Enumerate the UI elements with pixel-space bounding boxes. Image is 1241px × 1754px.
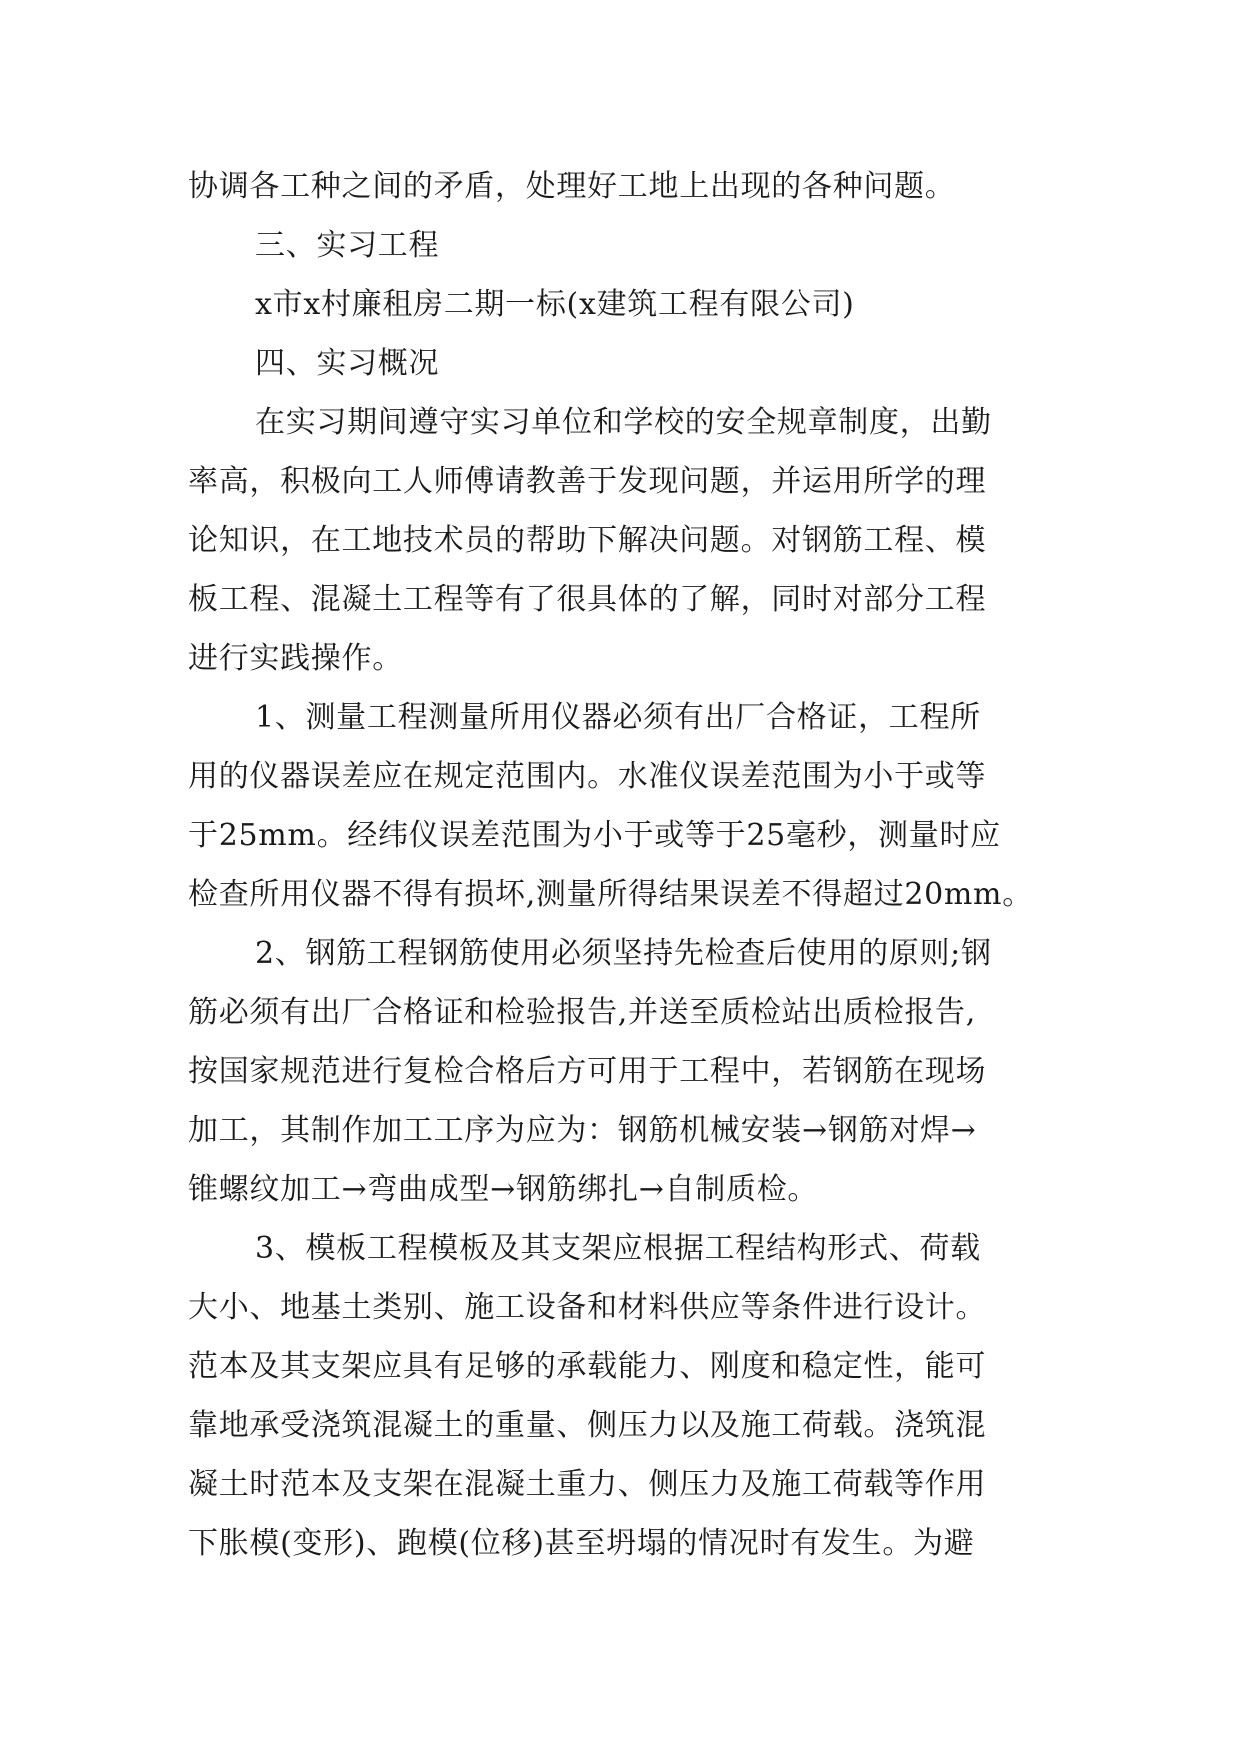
text-line: 板工程、混凝土工程等有了很具体的了解，同时对部分工程 — [188, 582, 987, 617]
section-heading: 三、实习工程 — [255, 228, 440, 263]
text-line: 用的仪器误差应在规定范围内。水准仪误差范围为小于或等 — [188, 759, 987, 794]
text-line: 凝土时范本及支架在混凝土重力、侧压力及施工荷载等作用 — [188, 1467, 987, 1502]
text-line: 下胀模(变形)、跑模(位移)甚至坍塌的情况时有发生。为避 — [188, 1526, 975, 1561]
text-line: 论知识，在工地技术员的帮助下解决问题。对钢筋工程、模 — [188, 523, 987, 558]
text-line: 范本及其支架应具有足够的承载能力、刚度和稳定性，能可 — [188, 1349, 987, 1384]
text-line: 2、钢筋工程钢筋使用必须坚持先检查后使用的原则;钢 — [255, 936, 992, 971]
text-line: 协调各工种之间的矛盾，处理好工地上出现的各种问题。 — [188, 169, 956, 204]
text-line: 在实习期间遵守实习单位和学校的安全规章制度，出勤 — [255, 405, 992, 440]
text-line: 3、模板工程模板及其支架应根据工程结构形式、荷载 — [255, 1231, 981, 1266]
text-line: x市x村廉租房二期一标(x建筑工程有限公司) — [255, 287, 855, 322]
text-line: 进行实践操作。 — [188, 641, 403, 676]
text-line: 筋必须有出厂合格证和检验报告,并送至质检站出质检报告, — [188, 995, 976, 1030]
text-line: 靠地承受浇筑混凝土的重量、侧压力以及施工荷载。浇筑混 — [188, 1408, 987, 1443]
text-line: 按国家规范进行复检合格后方可用于工程中，若钢筋在现场 — [188, 1054, 987, 1089]
text-line: 率高，积极向工人师傅请教善于发现问题，并运用所学的理 — [188, 464, 987, 499]
text-line: 于25mm。经纬仪误差范围为小于或等于25毫秒，测量时应 — [188, 818, 1001, 853]
section-heading: 四、实习概况 — [255, 346, 440, 381]
text-line: 大小、地基土类别、施工设备和材料供应等条件进行设计。 — [188, 1290, 987, 1325]
text-line: 加工，其制作加工工序为应为：钢筋机械安装→钢筋对焊→ — [188, 1113, 977, 1148]
text-line: 检查所用仪器不得有损坏,测量所得结果误差不得超过20mm。 — [188, 877, 1033, 912]
text-line: 1、测量工程测量所用仪器必须有出厂合格证，工程所 — [255, 700, 981, 735]
text-line: 锥螺纹加工→弯曲成型→钢筋绑扎→自制质检。 — [188, 1172, 819, 1207]
